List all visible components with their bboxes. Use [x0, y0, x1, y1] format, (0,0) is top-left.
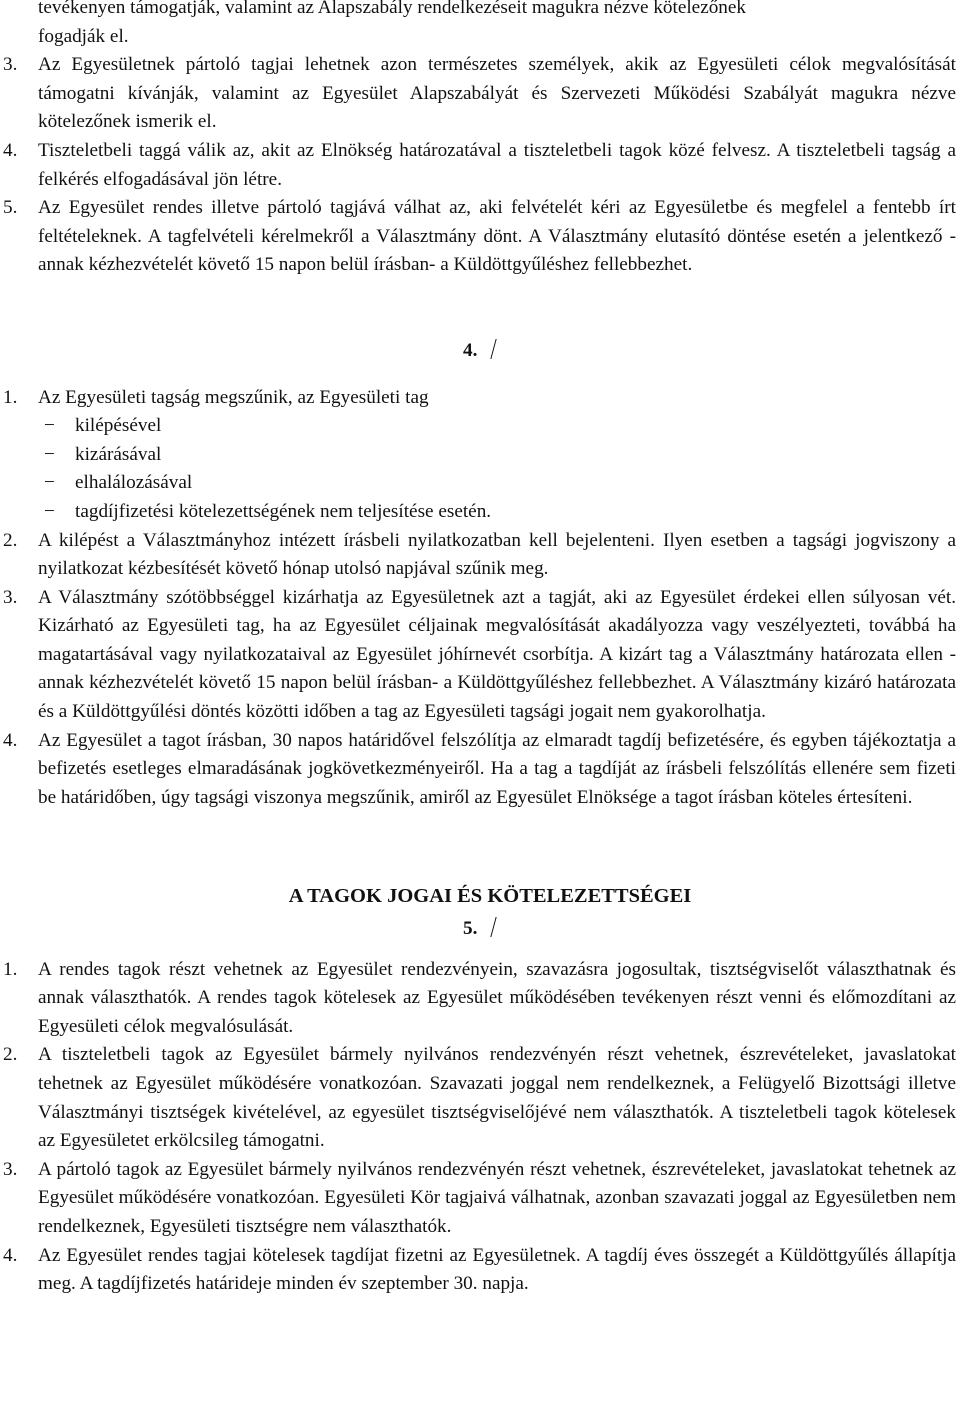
- item-text: A pártoló tagok az Egyesület bármely nyilvános rendezvényén részt vehetnek, észrevételeket, javaslatokat tehetnek az Egyesület működésére vonatkozóan. Egyesületi Kör tagjaivá válhatnak, azonban szavazati joggal az Egyesületben nem rendelkeznek, Egyesületi tisztségre nem választhatók.: [38, 1158, 956, 1237]
- item-text: A Választmány szótöbbséggel kizárhatja az Egyesületnek azt a tagját, aki az Egyesület érdekei ellen súlyosan vét. Kizárható az Egyesületi tag, ha az Egyesület céljainak megvalósítását akadályozza vagy veszélyezteti, továbbá ha magatartásával vagy nyilatkozataival az Egyesület jóhírnevét csorbítja. A kizárt tag a Választmány határozata ellen - annak kézhezvételét követő 15 napon belül írásban- a Küldöttgyűléshez fellebbezhet. A Választmány kizáró határozata és a Küldöttgyűlési döntés közötti időben a tag az Egyesületi tagsági jogait nem gyakorolhatja.: [38, 586, 956, 723]
- item-number: 4.: [3, 1244, 18, 1266]
- item-number: 1.: [3, 958, 18, 980]
- list-item: [0, 727, 960, 813]
- list-item: [0, 51, 960, 137]
- dash-bullet: −: [44, 443, 55, 465]
- item-number: 5.: [3, 197, 18, 219]
- item-text: Az Egyesületi tagság megszűnik, az Egyesületi tag: [38, 386, 429, 408]
- item-number: 4.: [3, 139, 18, 161]
- item-number: 1.: [3, 386, 18, 408]
- list-item: [0, 527, 960, 584]
- list-item: [0, 584, 960, 727]
- section-number-label: 4.: [463, 339, 478, 361]
- section-number-label: 5.: [463, 918, 478, 940]
- dash-list-item: [0, 498, 960, 527]
- item-number: 3.: [3, 1158, 18, 1180]
- item-number: 4.: [3, 729, 18, 751]
- dash-item-text: kizárásával: [75, 443, 162, 465]
- list-item: [0, 1156, 960, 1242]
- dash-bullet: −: [44, 500, 55, 522]
- section4-list: [0, 384, 960, 813]
- item-text: Az Egyesület rendes illetve pártoló tagjává válhat az, aki felvételét kéri az Egyesületbe és megfelel a fentebb írt feltételeknek. A tagfelvételi kérelmekről a Választmány dönt. A Választmány elutasító döntése esetén a jelentkező - annak kézhezvételét követő 15 napon belül írásban- a Küldöttgyűléshez fellebbezhet.: [38, 197, 956, 276]
- item-text: A rendes tagok részt vehetnek az Egyesület rendezvényein, szavazásra jogosultak, tisztségviselőt választhatnak és annak választhatók. A rendes tagok kötelesek az Egyesület működésében tevékenyen részt venni és előmozdítani az Egyesületi célok megvalósulását.: [38, 958, 956, 1037]
- paragraph-continuation-line: fogadják el.: [38, 25, 129, 47]
- section-mark-icon: [481, 339, 497, 359]
- section5-list: [0, 956, 960, 1299]
- section-number: [0, 915, 960, 944]
- item-number: 3.: [3, 586, 18, 608]
- item-number: 3.: [3, 54, 18, 76]
- item-number: 2.: [3, 1044, 18, 1066]
- list-item: [0, 137, 960, 194]
- list-item: [0, 1041, 960, 1155]
- item-text: Az Egyesületnek pártoló tagjai lehetnek azon természetes személyek, akik az Egyesületi célok megvalósítását támogatni kívánják, valamint az Egyesület Alapszabályát és Szervezeti Működési Szabályát magukra nézve kötelezőnek ismerik el.: [38, 54, 956, 133]
- item-text: Az Egyesület a tagot írásban, 30 napos határidővel felszólítja az elmaradt tagdíj befizetésére, és egyben tájékoztatja a befizetés esetleges elmaradásának jogkövetkezményeiről. Ha a tag a tagdíját az írásbeli felszólítás ellenére sem fizeti be határidőben, úgy tagsági viszonya megszűnik, amiről az Egyesület Elnöksége a tagot írásban köteles értesíteni.: [38, 729, 956, 808]
- dash-bullet: −: [44, 415, 55, 437]
- item-text: A kilépést a Választmányhoz intézett írásbeli nyilatkozatban kell bejelenteni. Ilyen esetben a tagsági jogviszony a nyilatkozat kézbesítését követő hónap utolsó napjával szűnik meg.: [38, 529, 956, 580]
- list-item: [0, 1242, 960, 1299]
- dash-bullet: −: [44, 472, 55, 494]
- list-item: [0, 384, 960, 413]
- paragraph-continuation-line: tevékenyen támogatják, valamint az Alapszabály rendelkezéseit magukra nézve kötelezőnek: [38, 0, 747, 18]
- list-item: [0, 194, 960, 280]
- dash-item-text: elhalálozásával: [75, 472, 193, 494]
- top-continuation: [0, 0, 960, 51]
- section-mark-icon: [481, 917, 497, 937]
- dash-list-item: [0, 441, 960, 470]
- dash-list-item: [0, 469, 960, 498]
- section3-list: [0, 51, 960, 280]
- dash-item-text: kilépésével: [75, 415, 162, 437]
- item-number: 2.: [3, 529, 18, 551]
- dash-item-text: tagdíjfizetési kötelezettségének nem teljesítése esetén.: [75, 500, 492, 522]
- item-text: Az Egyesület rendes tagjai kötelesek tagdíjat fizetni az Egyesületnek. A tagdíj éves összegét a Küldöttgyűlés állapítja meg. A tagdíjfizetés határideje minden év szeptember 30. napja.: [38, 1244, 956, 1295]
- item-text: Tiszteletbeli taggá válik az, akit az Elnökség határozatával a tiszteletbeli tagok közé felvesz. A tiszteletbeli tagság a felkérés elfogadásával jön létre.: [38, 139, 956, 190]
- dash-list-item: [0, 412, 960, 441]
- section-heading: A TAGOK JOGAI ÉS KÖTELEZETTSÉGEI: [288, 885, 692, 908]
- item-text: A tiszteletbeli tagok az Egyesület bármely nyilvános rendezvényén részt vehetnek, észrevételeket, javaslatokat tehetnek az Egyesület működésére vonatkozóan. Szavazati joggal nem rendelkeznek, a Felügyelő Bizottsági illetve Választmányi tisztségek kivételével, az egyesület tisztségviselőjévé nem választhatók. A tiszteletbeli tagok kötelesek az Egyesületet erkölcsileg támogatni.: [38, 1044, 956, 1152]
- list-item: [0, 956, 960, 1042]
- section-number: [0, 337, 960, 366]
